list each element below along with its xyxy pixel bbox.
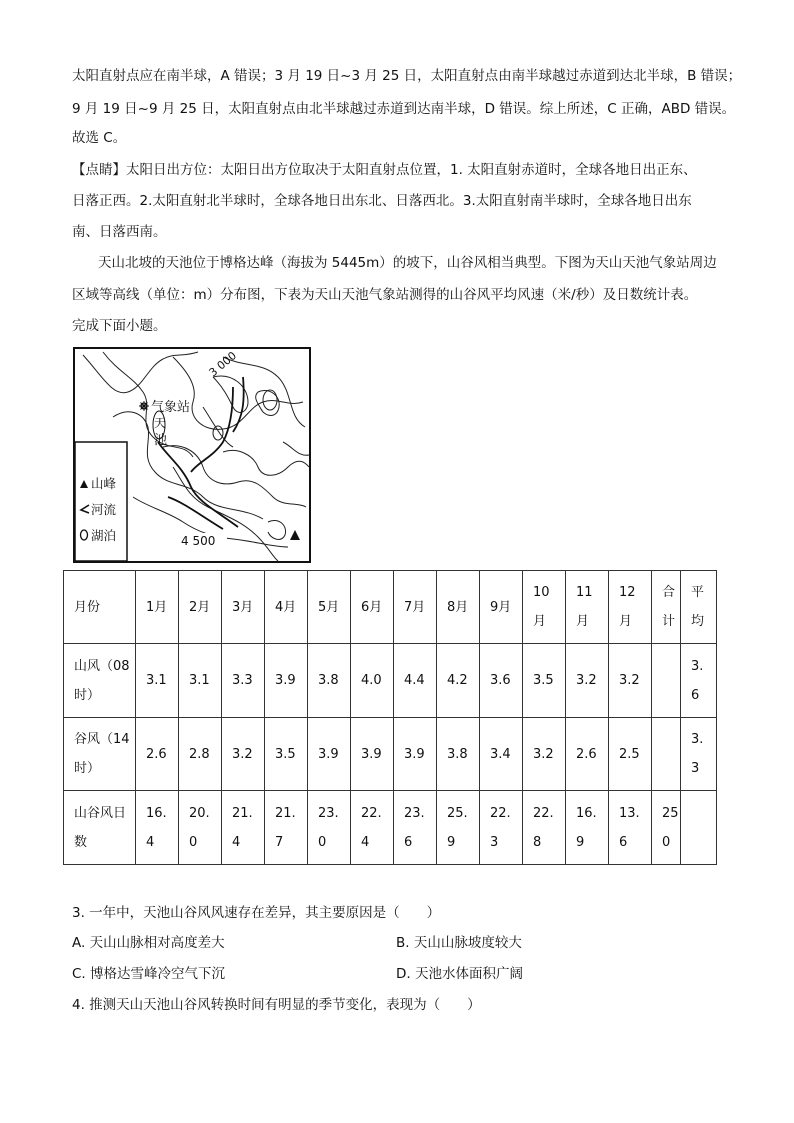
table-cell-text: 3.3 (232, 673, 253, 688)
table-cell-text: 3. (691, 732, 704, 747)
table-cell (351, 791, 394, 865)
table-cell (480, 718, 523, 791)
table-row-label (64, 644, 136, 718)
table-cell (308, 791, 351, 865)
table-cell (437, 718, 480, 791)
table-cell (681, 791, 717, 865)
table-cell-text: 20. (189, 805, 210, 821)
table-cell (351, 644, 394, 718)
table-cell (222, 791, 265, 865)
table-header-cell (652, 571, 681, 644)
contour-label-4500: 4 500 (181, 534, 216, 548)
table-cell (437, 791, 480, 865)
table-cell-text: 0 (318, 834, 327, 850)
table-cell-text: 3.5 (533, 673, 554, 688)
table-cell (308, 718, 351, 791)
table-cell-text: 3.2 (533, 746, 554, 762)
table-cell-text: 3.9 (275, 673, 296, 688)
table-cell-text: 10 (533, 585, 550, 600)
table-cell (480, 791, 523, 865)
table-cell-text: 3.8 (318, 673, 339, 688)
table-cell-text: 22. (361, 805, 382, 821)
table-cell (308, 644, 351, 718)
table-cell-text: 3.4 (490, 746, 511, 762)
contour-map (73, 347, 311, 563)
table-cell-text: 0 (189, 834, 198, 850)
table-cell-text: 3.9 (404, 746, 425, 762)
table-cell (681, 644, 717, 718)
answer-text-line: 故选 C。 (72, 130, 127, 146)
table-cell-text: 4.0 (361, 673, 382, 688)
lake-label-1: 天 (154, 416, 167, 430)
table-cell-text: 7月 (404, 599, 426, 615)
table-cell-text: 11 (576, 585, 593, 600)
table-cell (566, 718, 609, 791)
table-cell-text: 2.6 (576, 746, 597, 762)
table-cell-text: 3 (691, 761, 700, 776)
table-cell-text: 4 (361, 834, 370, 850)
table-cell-text: 5月 (318, 599, 340, 615)
table-cell-text: 9月 (490, 599, 512, 615)
table-cell (609, 718, 652, 791)
table-header-cell (64, 571, 136, 644)
table-cell-text: 16. (146, 805, 167, 821)
table-header-cell (566, 571, 609, 644)
table-cell-text: 时） (74, 687, 101, 703)
table-cell-text: 6 (691, 687, 700, 703)
table-cell (265, 644, 308, 718)
question-intro-line: 天山北坡的天池位于博格达峰（海拔为 5445m）的坡下，山谷风相当典型。下图为天山天池气象站周边 (98, 255, 717, 271)
table-cell-text: 23. (404, 805, 425, 821)
table-cell-text: 3.6 (490, 673, 511, 688)
table-cell (179, 718, 222, 791)
table-cell (136, 644, 179, 718)
table-cell (652, 791, 681, 865)
table-header-cell (179, 571, 222, 644)
table-cell-text: 25 (662, 805, 679, 821)
table-cell (351, 718, 394, 791)
table-cell-text: 8 (533, 834, 542, 850)
table-row (64, 644, 717, 718)
table-cell-text: 月 (619, 614, 633, 629)
table-cell-text: 3.1 (189, 673, 210, 688)
table-cell-text: 21. (275, 805, 296, 821)
table-cell (523, 718, 566, 791)
lake-label-2: 池 (154, 433, 168, 448)
question-3-stem: 3. 一年中，天池山谷风风速存在差异，其主要原因是（ ） (72, 905, 441, 921)
table-cell (480, 644, 523, 718)
q3-option-b: B. 天山山脉坡度较大 (396, 935, 522, 951)
tip-text-line: 【点睛】太阳日出方位：太阳日出方位取决于太阳直射点位置，1. 太阳直射赤道时，全球各地日出正东、 (72, 162, 697, 178)
table-header-cell (136, 571, 179, 644)
table-cell-text: 3.2 (576, 673, 597, 688)
table-cell-text: 16. (576, 805, 597, 821)
table-row-label (64, 791, 136, 865)
table-header-cell (523, 571, 566, 644)
table-cell (394, 718, 437, 791)
table-cell-text: 平 (691, 585, 705, 600)
table-cell-text: 13. (619, 805, 640, 821)
answer-text-line: 太阳直射点应在南半球，A 错误；3 月 19 日~3 月 25 日，太阳直射点由南半球越过赤道到达北半球，B 错误； (72, 68, 742, 84)
table-cell-text: 3.2 (619, 673, 640, 688)
table-cell-text: 3.9 (318, 746, 339, 762)
legend-peak-label: 山峰 (91, 476, 117, 491)
table-header-row (64, 571, 717, 644)
table-cell-text: 22. (533, 805, 554, 821)
table-row (64, 718, 717, 791)
table-cell-text: 9 (447, 834, 456, 850)
tip-text-line: 日落正西。2.太阳直射北半球时，全球各地日出东北、日落西北。3.太阳直射南半球时，全球各地日出东 (72, 193, 692, 209)
table-cell (681, 718, 717, 791)
table-cell-text: 时） (74, 761, 101, 776)
table-row-label (64, 718, 136, 791)
table-cell-text: 6 (404, 834, 413, 850)
table-cell-text: 22. (490, 805, 511, 821)
table-cell-text: 3.2 (232, 746, 253, 762)
table-header-cell (351, 571, 394, 644)
q3-option-c: C. 博格达雪峰冷空气下沉 (72, 966, 226, 982)
table-header-cell (222, 571, 265, 644)
table-cell-text: 7 (275, 834, 284, 850)
table-cell-text: 4.2 (447, 673, 468, 688)
table-cell-text: 25. (447, 805, 468, 821)
table-cell (136, 791, 179, 865)
table-cell-text: 3. (691, 658, 704, 674)
legend-lake-label: 湖泊 (91, 528, 117, 543)
table-cell-text: 山风（08 (74, 658, 130, 674)
table-cell (609, 644, 652, 718)
table-cell (136, 718, 179, 791)
table-cell-text: 2月 (189, 599, 211, 615)
table-cell-text: 23. (318, 805, 339, 821)
table-cell-text: 谷风（14 (74, 732, 130, 747)
table-cell-text: 山谷风日 (74, 805, 127, 821)
table-cell-text: 9 (576, 834, 585, 850)
wind-speed-table (63, 570, 717, 865)
answer-text-line: 9 月 19 日~9 月 25 日，太阳直射点由北半球越过赤道到达南半球，D 错误。综上所述，C 正确，ABD 错误。 (72, 101, 736, 117)
q3-option-d: D. 天池水体面积广阔 (396, 966, 523, 982)
table-header-cell (681, 571, 717, 644)
table-cell-text: 4月 (275, 599, 297, 615)
table-cell-text: 21. (232, 805, 253, 821)
table-header-cell (265, 571, 308, 644)
table-cell-text: 合 (662, 585, 676, 600)
table-cell-text: 4.4 (404, 673, 425, 688)
table-cell (265, 791, 308, 865)
table-cell (265, 718, 308, 791)
question-intro-line: 完成下面小题。 (72, 318, 167, 334)
table-header-cell (609, 571, 652, 644)
table-cell (523, 791, 566, 865)
table-cell (566, 791, 609, 865)
table-cell-text: 均 (691, 614, 705, 629)
table-cell-text: 1月 (146, 599, 168, 615)
table-cell-text: 4 (232, 834, 241, 850)
table-cell-text: 12 (619, 585, 636, 600)
table-cell-text: 2.8 (189, 746, 210, 762)
table-cell-text: 3.1 (146, 673, 167, 688)
table-cell (609, 791, 652, 865)
tip-text-line: 南、日落西南。 (72, 224, 167, 240)
table-cell (652, 718, 681, 791)
table-cell-text: 6 (619, 834, 628, 850)
table-cell (179, 644, 222, 718)
table-header-cell (394, 571, 437, 644)
table-cell (394, 791, 437, 865)
table-cell-text: 3.8 (447, 746, 468, 762)
table-cell-text: 3.5 (275, 746, 296, 762)
table-row (64, 791, 717, 865)
table-cell (437, 644, 480, 718)
table-cell (222, 718, 265, 791)
table-cell (222, 644, 265, 718)
table-cell-text: 3.9 (361, 746, 382, 762)
table-cell-text: 3月 (232, 599, 254, 615)
table-cell-text: 月 (576, 614, 590, 629)
table-cell (652, 644, 681, 718)
table-cell-text: 6月 (361, 599, 383, 615)
station-label: 气象站 (151, 400, 191, 415)
table-cell-text: 4 (146, 834, 155, 850)
weather-station-icon (139, 401, 149, 411)
table-cell-text: 月份 (74, 599, 101, 615)
table-cell-text: 0 (662, 834, 671, 850)
question-intro-line: 区域等高线（单位：m）分布图，下表为天山天池气象站测得的山谷风平均风速（米/秒）及日数统计表。 (72, 287, 698, 303)
table-cell-text: 计 (662, 614, 676, 629)
q3-option-a: A. 天山山脉相对高度差大 (72, 935, 225, 951)
table-header-cell (308, 571, 351, 644)
table-cell-text: 月 (533, 614, 547, 629)
table-cell (523, 644, 566, 718)
table-cell-text: 8月 (447, 599, 469, 615)
table-cell-text: 数 (74, 834, 88, 850)
contour-label-3000: 3 000 (206, 349, 240, 380)
table-cell (566, 644, 609, 718)
table-cell (179, 791, 222, 865)
legend-river-label: 河流 (91, 502, 117, 517)
table-cell-text: 3 (490, 834, 499, 850)
table-header-cell (437, 571, 480, 644)
table-cell-text: 2.5 (619, 746, 640, 762)
question-4-stem: 4. 推测天山天池山谷风转换时间有明显的季节变化，表现为（ ） (72, 997, 481, 1013)
table-cell-text: 2.6 (146, 746, 167, 762)
table-cell (394, 644, 437, 718)
table-header-cell (480, 571, 523, 644)
